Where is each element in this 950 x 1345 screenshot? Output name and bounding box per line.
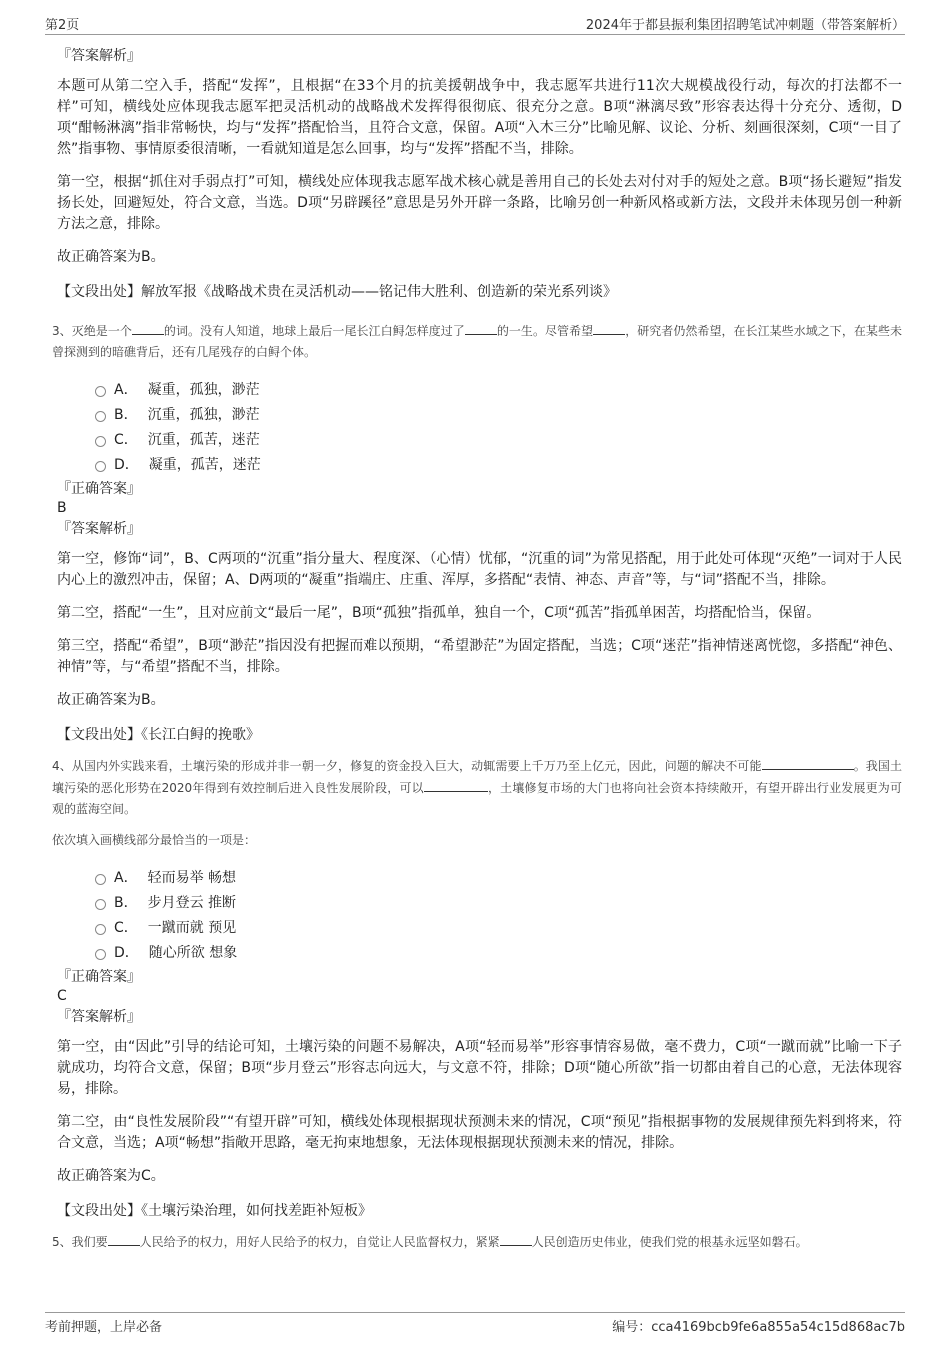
q4-blank-2 bbox=[424, 777, 488, 792]
q4-instruction: 依次填入画横线部分最恰当的一项是： bbox=[52, 833, 257, 847]
q3-analysis-p1: 第一空，修饰“词”，B、C两项的“沉重”指分量大、程度深、（心情）忧郁，“沉重的词”为常见搭配，用于此处可体现“灭绝”一词对于人民内心上的激烈冲击，保留；A、D两项的“凝重”指端庄、庄重、浑厚，多搭配“表情、神态、声音”等，与“词”搭配不当，排除。 bbox=[57, 551, 902, 588]
q2-analysis-p3: 故正确答案为B。 bbox=[57, 249, 165, 265]
q3-stem bbox=[52, 320, 902, 363]
q3-option-a[interactable] bbox=[95, 377, 902, 402]
q4-option-d[interactable] bbox=[95, 940, 902, 965]
radio-icon[interactable] bbox=[95, 874, 106, 885]
q5-stem bbox=[52, 1231, 902, 1253]
option-text: 凝重，孤独，渺茫 bbox=[147, 381, 260, 398]
q3-stem-part1: 3、灭绝是一个 bbox=[52, 324, 132, 338]
page-footer bbox=[45, 1312, 905, 1335]
option-letter: B． bbox=[114, 894, 138, 911]
q3-options bbox=[95, 377, 902, 477]
q4-correct-value: C bbox=[57, 988, 67, 1004]
q3-option-d[interactable] bbox=[95, 452, 902, 477]
option-text: 凝重，孤苦，迷茫 bbox=[148, 456, 261, 473]
q4-stem-part3: ，土壤修复市场的大门也将向社会资本持续敞开，有望开辟出行业发展更为可观的蓝海空间。 bbox=[52, 781, 902, 816]
q2-analysis-label: 『答案解析』 bbox=[57, 48, 141, 64]
option-letter: A． bbox=[114, 381, 138, 398]
q5-stem-part3: 人民创造历史伟业，使我们党的根基永远坚如磐石。 bbox=[531, 1235, 808, 1249]
page-header bbox=[45, 12, 905, 35]
q4-analysis-label: 『答案解析』 bbox=[57, 1009, 141, 1025]
option-letter: D． bbox=[114, 944, 139, 961]
option-text: 沉重，孤苦，迷茫 bbox=[147, 431, 260, 448]
q4-option-c[interactable] bbox=[95, 915, 902, 940]
option-text: 步月登云 推断 bbox=[147, 894, 237, 911]
q4-stem bbox=[52, 755, 902, 820]
page-content bbox=[52, 46, 902, 1253]
q2-analysis-p2: 第一空，根据“抓住对手弱点打”可知，横线处应体现我志愿军战术核心就是善用自己的长处去对付对手的短处之意。B项“扬长避短”指发扬长处，回避短处，符合文意，当选。D项“另辟蹊径”意思是另外开辟一条路，比喻另创一种新风格或新方法，文段并未体现另创一种新方法之意，排除。 bbox=[57, 174, 902, 232]
q5-stem-part2: 人民给予的权力，用好人民给予的权力，自觉让人民监督权力，紧紧 bbox=[139, 1235, 500, 1249]
q3-analysis-label: 『答案解析』 bbox=[57, 521, 141, 537]
q3-correct-value: B bbox=[57, 500, 67, 516]
page-number: 第2页 bbox=[45, 18, 80, 33]
option-letter: D． bbox=[114, 456, 139, 473]
q5-blank-2 bbox=[500, 1231, 532, 1246]
q5-stem-part1: 5、我们要 bbox=[52, 1235, 108, 1249]
q4-option-b[interactable] bbox=[95, 890, 902, 915]
option-letter: B． bbox=[114, 406, 138, 423]
q3-stem-part4: ，研究者仍然希望，在长江某些水域之下，在某些未曾探测到的暗礁背后，还有几尾残存的白鲟个体。 bbox=[52, 324, 902, 359]
q3-analysis-p4: 故正确答案为B。 bbox=[57, 692, 165, 708]
option-letter: C． bbox=[114, 431, 138, 448]
radio-icon[interactable] bbox=[95, 924, 106, 935]
q4-source: 【文段出处】《土壤污染治理，如何找差距补短板》 bbox=[57, 1203, 372, 1219]
q4-blank-1 bbox=[762, 755, 854, 770]
q4-stem-part2: 。我国土壤污染的恶化形势在2020年得到有效控制后进入良性发展阶段，可以 bbox=[52, 759, 902, 795]
q4-option-a[interactable] bbox=[95, 865, 902, 890]
radio-icon[interactable] bbox=[95, 411, 106, 422]
radio-icon[interactable] bbox=[95, 386, 106, 397]
q4-correct-label: 『正确答案』 bbox=[57, 969, 141, 985]
footer-slogan: 考前押题，上岸必备 bbox=[45, 1320, 163, 1335]
q3-blank-3 bbox=[593, 320, 625, 335]
radio-icon[interactable] bbox=[95, 461, 106, 472]
q3-blank-2 bbox=[465, 320, 497, 335]
q4-options bbox=[95, 865, 902, 965]
radio-icon[interactable] bbox=[95, 899, 106, 910]
q3-option-c[interactable] bbox=[95, 427, 902, 452]
q3-analysis-p2: 第二空，搭配“一生”，且对应前文“最后一尾”，B项“孤独”指孤单，独自一个，C项“孤苦”指孤单困苦，均搭配恰当，保留。 bbox=[57, 605, 821, 621]
q4-analysis-p2: 第二空，由“良性发展阶段”“有望开辟”可知，横线处体现根据现状预测未来的情况，C项“预见”指根据事物的发展规律预先料到将来，符合文意，当选；A项“畅想”指敞开思路，毫无拘束地想象，无法体现根据现状预测未来的情况，排除。 bbox=[57, 1114, 902, 1151]
option-letter: C． bbox=[114, 919, 138, 936]
q4-analysis-p1: 第一空，由“因此”引导的结论可知，土壤污染的问题不易解决，A项“轻而易举”形容事情容易做，毫不费力，C项“一蹴而就”比喻一下子就成功，均符合文意，保留；B项“步月登云”形容志向远大，与文意不符，排除；D项“随心所欲”指一切都由着自己的心意，无法体现容易，排除。 bbox=[57, 1039, 902, 1097]
option-letter: A． bbox=[114, 869, 138, 886]
q3-correct-label: 『正确答案』 bbox=[57, 481, 141, 497]
option-text: 沉重，孤独，渺茫 bbox=[147, 406, 260, 423]
radio-icon[interactable] bbox=[95, 436, 106, 447]
option-text: 轻而易举 畅想 bbox=[147, 869, 237, 886]
q3-stem-part3: 的一生。尽管希望 bbox=[496, 324, 594, 338]
q4-analysis-p3: 故正确答案为C。 bbox=[57, 1168, 165, 1184]
option-text: 随心所欲 想象 bbox=[148, 944, 238, 961]
document-title: 2024年于都县振利集团招聘笔试冲刺题（带答案解析） bbox=[585, 18, 905, 33]
q2-analysis-p1: 本题可从第二空入手，搭配“发挥”，且根据“在33个月的抗美援朝战争中，我志愿军共进行11次大规模战役行动，每次的打法都不一样”可知，横线处应体现我志愿军把灵活机动的战略战术发挥得很彻底、很充分之意。B项“淋漓尽致”形容表达得十分充分、透彻，D项“酣畅淋漓”指非常畅快，均与“发挥”搭配恰当，且符合文意，保留。A项“入木三分”比喻见解、议论、分析、刻画很深刻，C项“一目了然”指事物、事情原委很清晰，一看就知道是怎么回事，均与“发挥”搭配不当，排除。 bbox=[57, 78, 902, 157]
q4-stem-part1: 4、从国内外实践来看，土壤污染的形成并非一朝一夕，修复的资金投入巨大，动辄需要上千万乃至上亿元，因此，问题的解决不可能 bbox=[52, 759, 762, 773]
footer-serial-number: 编号：cca4169bcb9fe6a855a54c15d868ac7b bbox=[612, 1320, 905, 1335]
option-text: 一蹴而就 预见 bbox=[147, 919, 237, 936]
q3-option-b[interactable] bbox=[95, 402, 902, 427]
radio-icon[interactable] bbox=[95, 949, 106, 960]
q3-blank-1 bbox=[132, 320, 164, 335]
q3-analysis-p3: 第三空，搭配“希望”，B项“渺茫”指因没有把握而难以预期，“希望渺茫”为固定搭配，当选；C项“迷茫”指神情迷离恍惚，多搭配“神色、神情”等，与“希望”搭配不当，排除。 bbox=[57, 638, 902, 675]
q5-blank-1 bbox=[108, 1231, 140, 1246]
q3-source: 【文段出处】《长江白鲟的挽歌》 bbox=[57, 727, 260, 743]
q2-source: 【文段出处】解放军报《战略战术贵在灵活机动——铭记伟大胜利、创造新的荣光系列谈》 bbox=[57, 284, 617, 300]
q3-stem-part2: 的词。没有人知道，地球上最后一尾长江白鲟怎样度过了 bbox=[163, 324, 465, 338]
